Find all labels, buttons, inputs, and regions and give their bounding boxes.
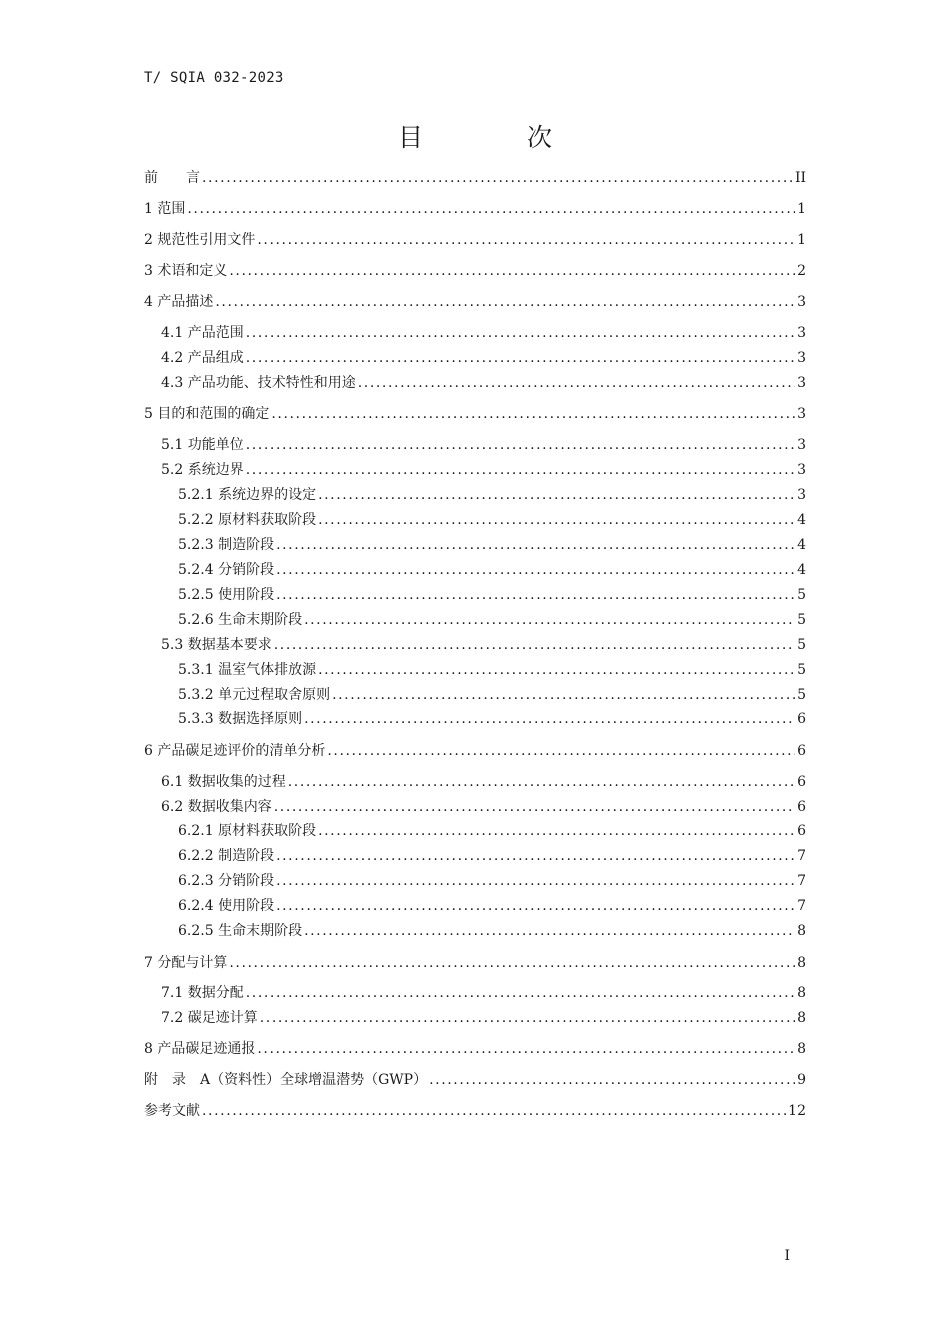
toc-entry-label: 5.1 功能单位	[161, 437, 244, 453]
toc-entry-page: 3	[797, 406, 806, 422]
toc-entry-page: 8	[797, 985, 806, 1001]
toc-entry-page: 5	[797, 662, 806, 678]
toc-entry-page: 5	[797, 687, 806, 703]
toc-entry-5-2[interactable]	[161, 460, 806, 480]
toc-entry-label: 5.2.1 系统边界的设定	[178, 487, 317, 503]
toc-leader-dots	[229, 261, 795, 281]
toc-entry-page: 7	[797, 898, 806, 914]
toc-entry-page: 12	[788, 1103, 806, 1119]
toc-entry-label: 6 产品碳足迹评价的清单分析	[144, 743, 326, 759]
page-title: 目 次	[398, 123, 600, 152]
document-code: T/ SQIA 032-2023	[144, 70, 284, 86]
toc-entry-page: 3	[797, 350, 806, 366]
toc-entry-4-2[interactable]	[161, 348, 806, 368]
toc-entry-page: 4	[797, 537, 806, 553]
toc-entry-label: 4.3 产品功能、技术特性和用途	[161, 375, 356, 391]
toc-entry-label: 5.2 系统边界	[161, 462, 244, 478]
toc-entry-label: 附 录 A（资料性）全球增温潜势（GWP）	[144, 1072, 428, 1088]
toc-leader-dots	[276, 585, 795, 605]
toc-entry-label: 6.2.5 生命末期阶段	[178, 923, 303, 939]
toc-leader-dots	[202, 1101, 786, 1121]
toc-entry-6-1[interactable]	[161, 772, 806, 792]
toc-entry-page: 4	[797, 562, 806, 578]
toc-entry-page: 4	[797, 512, 806, 528]
toc-entry-label: 7.1 数据分配	[161, 985, 244, 1001]
toc-entry-4-1[interactable]	[161, 323, 806, 343]
toc-entry-2[interactable]	[144, 230, 806, 250]
toc-entry-page: 1	[797, 201, 806, 217]
toc-entry-page: 8	[797, 955, 806, 971]
toc-leader-dots	[318, 485, 795, 505]
toc-entry-label: 4.1 产品范围	[161, 325, 244, 341]
toc-entry-page: 5	[797, 612, 806, 628]
toc-entry-page: 8	[797, 923, 806, 939]
toc-leader-dots	[229, 953, 795, 973]
toc-entry-label: 参考文献	[144, 1103, 200, 1119]
toc-entry-4[interactable]	[144, 292, 806, 312]
toc-entry-7-1[interactable]	[161, 983, 806, 1003]
toc-entry-6-2-5[interactable]	[178, 921, 806, 941]
toc-entry-label: 6.2.1 原材料获取阶段	[178, 823, 317, 839]
toc-entry-5-2-3[interactable]	[178, 535, 806, 555]
toc-entry-appendix-a[interactable]	[144, 1070, 806, 1090]
toc-entry-label: 7 分配与计算	[144, 955, 228, 971]
toc-leader-dots	[304, 610, 795, 630]
toc-entry-4-3[interactable]	[161, 373, 806, 393]
toc-leader-dots	[304, 921, 795, 941]
toc-entry-5-1[interactable]	[161, 435, 806, 455]
toc-entry-label: 7.2 碳足迹计算	[161, 1010, 258, 1026]
toc-entry-page: 2	[797, 263, 806, 279]
toc-entry-5-3-1[interactable]	[178, 660, 806, 680]
toc-entry-label: 5.2.4 分销阶段	[178, 562, 275, 578]
toc-leader-dots	[246, 983, 795, 1003]
toc-entry-page: 3	[797, 375, 806, 391]
toc-entry-5-2-5[interactable]	[178, 585, 806, 605]
toc-leader-dots	[288, 772, 795, 792]
toc-leader-dots	[215, 292, 795, 312]
toc-entry-label: 8 产品碳足迹通报	[144, 1041, 256, 1057]
toc-leader-dots	[429, 1070, 795, 1090]
toc-entry-label: 5.3 数据基本要求	[161, 637, 272, 653]
toc-entry-6-2-1[interactable]	[178, 821, 806, 841]
toc-leader-dots	[276, 846, 795, 866]
toc-leader-dots	[276, 535, 795, 555]
toc-leader-dots	[187, 199, 795, 219]
toc-entry-page: 3	[797, 437, 806, 453]
toc-entry-label: 5.2.5 使用阶段	[178, 587, 275, 603]
toc-entry-5-2-6[interactable]	[178, 610, 806, 630]
toc-leader-dots	[276, 896, 795, 916]
toc-entry-label: 6.2.2 制造阶段	[178, 848, 275, 864]
toc-leader-dots	[246, 323, 795, 343]
toc-entry-5-2-1[interactable]	[178, 485, 806, 505]
toc-entry-3[interactable]	[144, 261, 806, 281]
toc-entry-page: 6	[797, 774, 806, 790]
toc-entry-label: 5.3.3 数据选择原则	[178, 711, 303, 727]
toc-entry-page: 6	[797, 743, 806, 759]
toc-entry-page: 6	[797, 799, 806, 815]
toc-entry-label: 3 术语和定义	[144, 263, 228, 279]
toc-leader-dots	[260, 1008, 795, 1028]
toc-leader-dots	[276, 871, 795, 891]
toc-leader-dots	[332, 685, 795, 705]
toc-leader-dots	[246, 460, 795, 480]
toc-entry-label: 5.2.2 原材料获取阶段	[178, 512, 317, 528]
toc-entry-page: 5	[797, 637, 806, 653]
toc-entry-label: 6.2 数据收集内容	[161, 799, 272, 815]
page-number: I	[784, 1248, 790, 1264]
toc-entry-5-3-3[interactable]	[178, 709, 806, 729]
toc-entry-label: 6.1 数据收集的过程	[161, 774, 286, 790]
toc-leader-dots	[202, 168, 793, 188]
toc-leader-dots	[318, 660, 795, 680]
toc-entry-page: 8	[797, 1010, 806, 1026]
toc-entry-5-3-2[interactable]	[178, 685, 806, 705]
toc-entry-5-2-4[interactable]	[178, 560, 806, 580]
toc-entry-6-2-3[interactable]	[178, 871, 806, 891]
toc-entry-page: 1	[797, 232, 806, 248]
toc-entry-page: 5	[797, 587, 806, 603]
toc-entry-label: 4 产品描述	[144, 294, 214, 310]
toc-leader-dots	[318, 821, 795, 841]
toc-entry-6[interactable]	[144, 741, 806, 761]
toc-entry-page: II	[794, 170, 806, 186]
toc-entry-5[interactable]	[144, 404, 806, 424]
toc-leader-dots	[271, 404, 795, 424]
toc-entry-foreword[interactable]	[144, 168, 806, 188]
toc-entry-page: 3	[797, 325, 806, 341]
toc-leader-dots	[358, 373, 795, 393]
toc-leader-dots	[327, 741, 795, 761]
toc-entry-label: 6.2.4 使用阶段	[178, 898, 275, 914]
toc-entry-label: 5.3.1 温室气体排放源	[178, 662, 317, 678]
toc-entry-page: 3	[797, 487, 806, 503]
toc-entry-page: 7	[797, 873, 806, 889]
toc-entry-label: 1 范围	[144, 201, 186, 217]
toc-leader-dots	[304, 709, 795, 729]
toc-entry-label: 5.2.3 制造阶段	[178, 537, 275, 553]
toc-entry-page: 8	[797, 1041, 806, 1057]
toc-entry-8[interactable]	[144, 1039, 806, 1059]
toc-leader-dots	[246, 348, 795, 368]
toc-entry-page: 7	[797, 848, 806, 864]
toc-entry-7[interactable]	[144, 953, 806, 973]
toc-leader-dots	[246, 435, 795, 455]
toc-entry-label: 5 目的和范围的确定	[144, 406, 270, 422]
toc-leader-dots	[257, 230, 795, 250]
toc-entry-6-2-2[interactable]	[178, 846, 806, 866]
toc-entry-6-2[interactable]	[161, 797, 806, 817]
toc-entry-page: 3	[797, 294, 806, 310]
toc-entry-label: 4.2 产品组成	[161, 350, 244, 366]
toc-leader-dots	[274, 635, 795, 655]
toc-entry-label: 5.2.6 生命末期阶段	[178, 612, 303, 628]
toc-entry-6-2-4[interactable]	[178, 896, 806, 916]
toc-leader-dots	[274, 797, 795, 817]
toc-entry-1[interactable]	[144, 199, 806, 219]
toc-leader-dots	[276, 560, 795, 580]
toc-entry-page: 9	[797, 1072, 806, 1088]
toc-leader-dots	[318, 510, 795, 530]
toc-entry-label: 5.3.2 单元过程取舍原则	[178, 687, 331, 703]
toc-leader-dots	[257, 1039, 795, 1059]
toc-entry-7-2[interactable]	[161, 1008, 806, 1028]
toc-entry-page: 3	[797, 462, 806, 478]
toc-entry-label: 前 言	[144, 170, 200, 186]
toc-entry-label: 6.2.3 分销阶段	[178, 873, 275, 889]
toc-entry-5-3[interactable]	[161, 635, 806, 655]
toc-entry-label: 2 规范性引用文件	[144, 232, 256, 248]
toc-entry-references[interactable]	[144, 1101, 806, 1121]
toc-entry-5-2-2[interactable]	[178, 510, 806, 530]
toc-entry-page: 6	[797, 823, 806, 839]
toc-entry-page: 6	[797, 711, 806, 727]
